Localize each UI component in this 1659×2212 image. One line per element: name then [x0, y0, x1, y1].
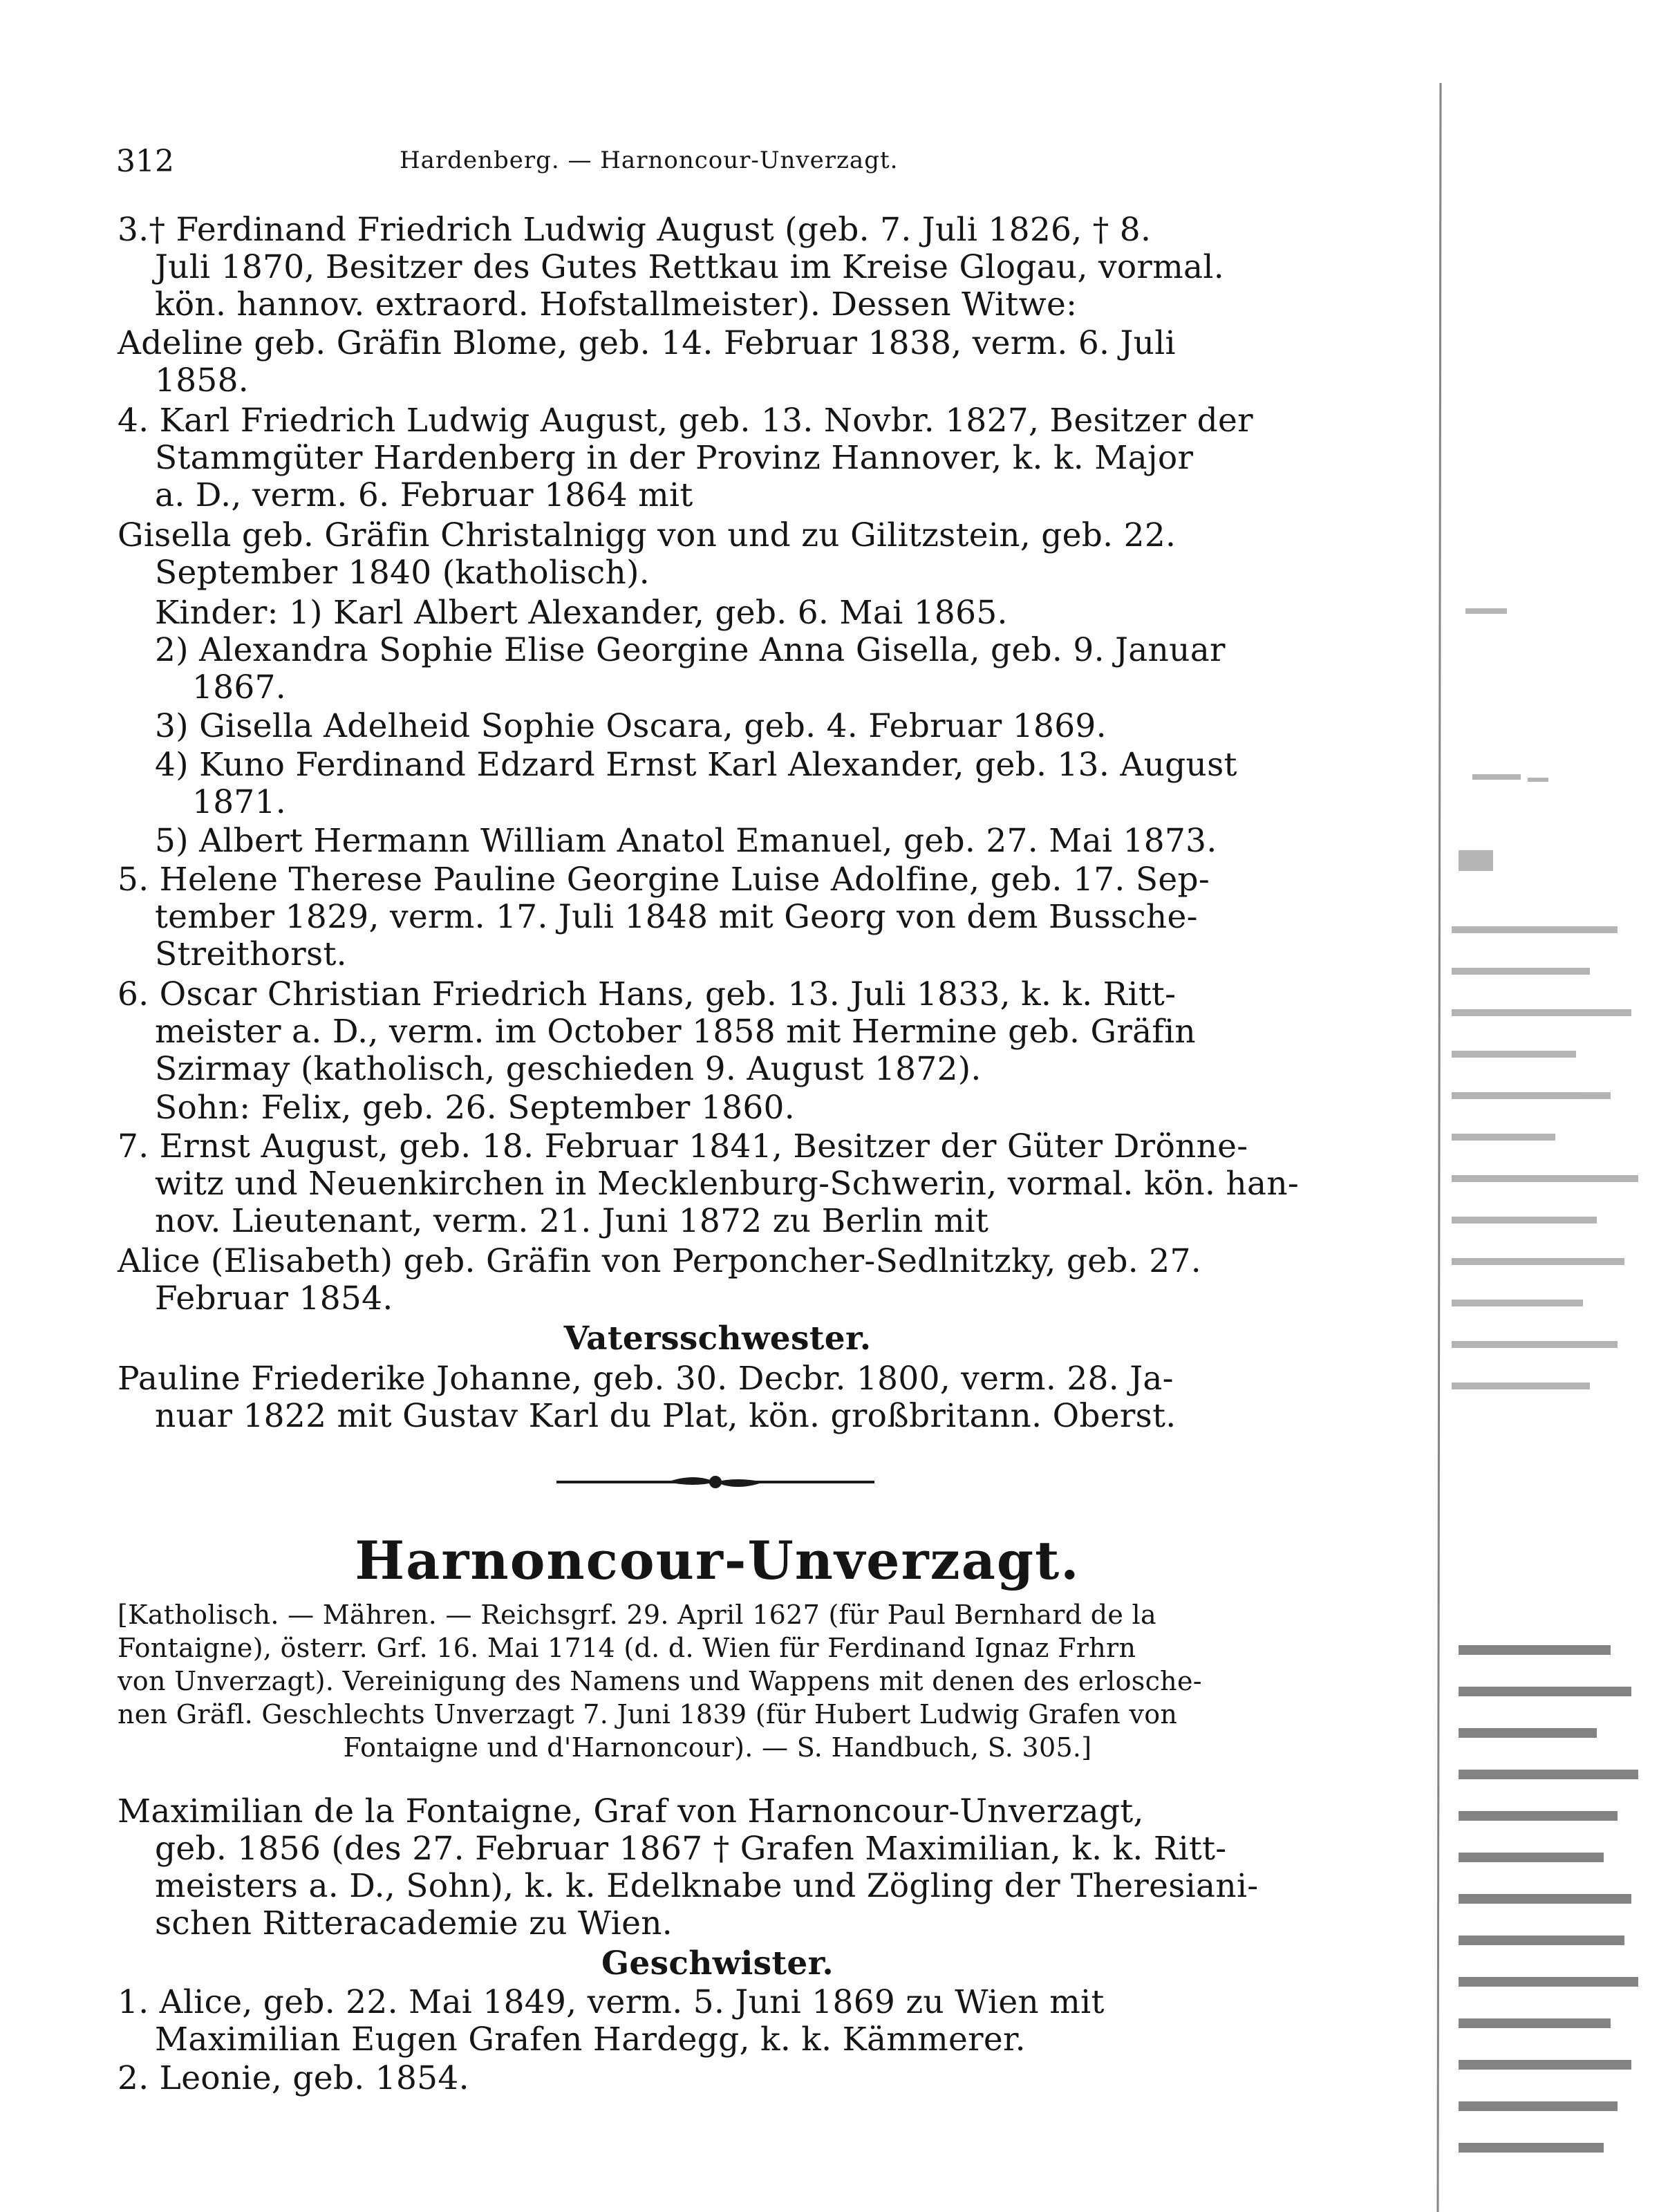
maximilian-line-2: geb. 1856 (des 27. Februar 1867 † Grafen Maximilian, k. k. Ritt-	[155, 1830, 1227, 1868]
entry-4-line-3: a. D., verm. 6. Februar 1864 mit	[155, 476, 693, 514]
alice-line-2: Februar 1854.	[155, 1280, 393, 1318]
note-line-5: Fontaigne und d'Harnoncour). — S. Handbuch, S. 305.]	[343, 1732, 1092, 1763]
note-line-1: [Katholisch. — Mähren. — Reichsgrf. 29. April 1627 (für Paul Bernhard de la	[118, 1600, 1156, 1630]
entry-5-line-2: tember 1829, verm. 17. Juli 1848 mit Georg von dem Bussche-	[155, 898, 1198, 936]
gisella-line-1: Gisella geb. Gräfin Christalnigg von und zu Gilitzstein, geb. 22.	[118, 516, 1177, 554]
entry-7-line-2: witz und Neuenkirchen in Mecklenburg-Schwerin, vormal. kön. han-	[155, 1165, 1300, 1203]
children-line-1: Kinder: 1) Karl Albert Alexander, geb. 6. Mai 1865.	[155, 594, 1008, 632]
entry-6-line-1: 6. Oscar Christian Friedrich Hans, geb. 13. Juli 1833, k. k. Ritt-	[118, 975, 1177, 1013]
section-title: Harnoncour-Unverzagt.	[355, 1530, 1080, 1591]
maximilian-line-3: meisters a. D., Sohn), k. k. Edelknabe und Zögling der Theresiani-	[155, 1867, 1259, 1905]
gisella-line-2: September 1840 (katholisch).	[155, 554, 650, 592]
entry-5-line-3: Streithorst.	[155, 935, 347, 973]
entry-3-line-1: 3.† Ferdinand Friedrich Ludwig August (geb. 7. Juli 1826, † 8.	[118, 211, 1152, 249]
pauline-line-1: Pauline Friederike Johanne, geb. 30. Decbr. 1800, verm. 28. Ja-	[118, 1360, 1174, 1398]
sibling-line-2: Maximilian Eugen Grafen Hardegg, k. k. Kämmerer.	[155, 2021, 1026, 2059]
alice-line-1: Alice (Elisabeth) geb. Gräfin von Perponcher-Sedlnitzky, geb. 27.	[118, 1242, 1201, 1280]
running-head: Hardenberg. — Harnoncour-Unverzagt.	[400, 147, 899, 174]
children-line-7: 5) Albert Hermann William Anatol Emanuel, geb. 27. Mai 1873.	[155, 822, 1217, 860]
children-line-3: 1867.	[192, 668, 287, 706]
adeline-line-2: 1858.	[155, 362, 250, 400]
maximilian-line-4: schen Ritteracademie zu Wien.	[155, 1904, 673, 1942]
entry-6-line-4: Sohn: Felix, geb. 26. September 1860.	[155, 1089, 795, 1127]
vatersschwester-heading: Vatersschwester.	[563, 1320, 872, 1358]
facing-page-bleed	[1410, 0, 1659, 2212]
ornament-divider	[556, 1470, 874, 1494]
children-line-4: 3) Gisella Adelheid Sophie Oscara, geb. 4. Februar 1869.	[155, 707, 1107, 745]
entry-3-line-2: Juli 1870, Besitzer des Gutes Rettkau im Kreise Glogau, vormal.	[155, 248, 1224, 286]
page-number: 312	[116, 144, 174, 179]
entry-6-line-3: Szirmay (katholisch, geschieden 9. August 1872).	[155, 1050, 982, 1088]
entry-5-line-1: 5. Helene Therese Pauline Georgine Luise Adolfine, geb. 17. Sep-	[118, 861, 1210, 899]
entry-3-line-3: kön. hannov. extraord. Hofstallmeister). Dessen Witwe:	[155, 285, 1078, 324]
entry-4-line-1: 4. Karl Friedrich Ludwig August, geb. 13. Novbr. 1827, Besitzer der	[118, 402, 1253, 440]
entry-7-line-3: nov. Lieutenant, verm. 21. Juni 1872 zu Berlin mit	[155, 1202, 989, 1240]
entry-4-line-2: Stammgüter Hardenberg in der Provinz Hannover, k. k. Major	[155, 439, 1194, 477]
page-header	[116, 144, 1319, 185]
children-line-6: 1871.	[192, 783, 287, 821]
entry-7-line-1: 7. Ernst August, geb. 18. Februar 1841, Besitzer der Güter Drönne-	[118, 1127, 1248, 1165]
note-line-3: von Unverzagt). Vereinigung des Namens und Wappens mit denen des erlosche-	[118, 1666, 1202, 1696]
note-line-4: nen Gräfl. Geschlechts Unverzagt 7. Juni 1839 (für Hubert Ludwig Grafen von	[118, 1699, 1178, 1730]
children-line-2: 2) Alexandra Sophie Elise Georgine Anna Gisella, geb. 9. Januar	[155, 631, 1226, 669]
pauline-line-2: nuar 1822 mit Gustav Karl du Plat, kön. großbritann. Oberst.	[155, 1397, 1177, 1435]
entry-6-line-2: meister a. D., verm. im October 1858 mit Hermine geb. Gräfin	[155, 1013, 1197, 1051]
sibling-line-1: 1. Alice, geb. 22. Mai 1849, verm. 5. Juni 1869 zu Wien mit	[118, 1983, 1105, 2021]
children-line-5: 4) Kuno Ferdinand Edzard Ernst Karl Alexander, geb. 13. August	[155, 746, 1237, 784]
geschwister-heading: Geschwister.	[601, 1944, 834, 1983]
maximilian-line-1: Maximilian de la Fontaigne, Graf von Harnoncour-Unverzagt,	[118, 1792, 1144, 1830]
note-line-2: Fontaigne), österr. Grf. 16. Mai 1714 (d. d. Wien für Ferdinand Ignaz Frhrn	[118, 1633, 1136, 1663]
sibling-line-3: 2. Leonie, geb. 1854.	[118, 2059, 469, 2097]
adeline-line-1: Adeline geb. Gräfin Blome, geb. 14. Februar 1838, verm. 6. Juli	[118, 324, 1176, 362]
